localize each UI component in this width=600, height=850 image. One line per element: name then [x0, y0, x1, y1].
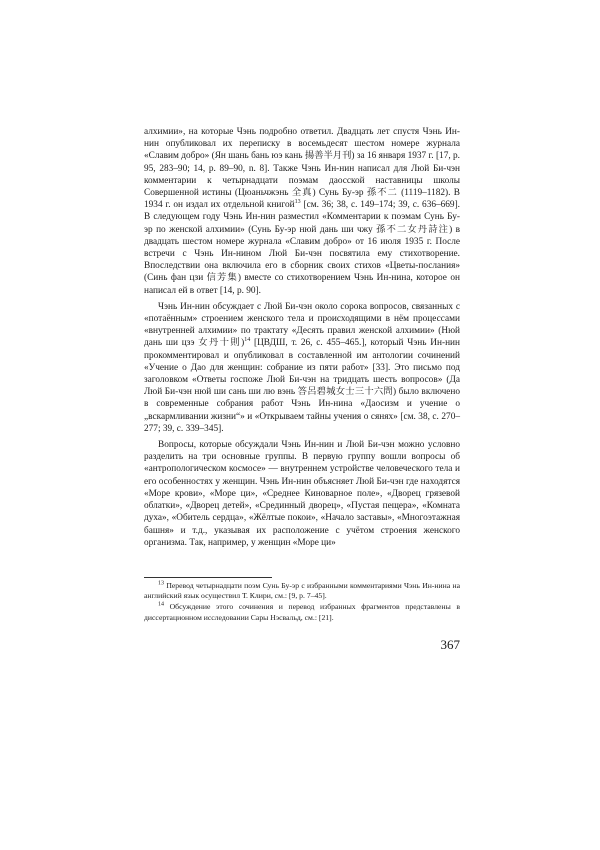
paragraph-3: Вопросы, которые обсуждали Чэнь Ин-нин и Люй Би-чэн можно условно разделить на три основные группы. В первую группу вошли вопросы об «антропологическом космосе» — внутреннем устройстве человеческого тела и его особенностях у женщин. Чэнь Ин-нин объясняет Люй Би-чэн где находятся «Море крови», «Море ци», «Среднее Киноварное поле», «Дворец грязевой облатки», «Дворец детей», «Срединный дворец», «Пустая пещера», «Комната духа», «Обитель сердца», «Жёлтые покои», «Начало заставы», «Многоэтажная башня» и т.д., указывая их расположение с учётом строения женского организма. Так, например, у женщин «Море ци»	[144, 440, 460, 548]
paragraph-2	[144, 301, 460, 435]
footnote-13-text: Перевод четырнадцати поэм Сунь Бу-эр с избранными комментариями Чэнь Ин-нина на английский язык осуществил Т. Клири, см.: [9, p. 7–45].	[144, 581, 460, 601]
footnote-ref-13: 13	[294, 199, 301, 206]
page-number: 367	[440, 637, 460, 652]
footnote-14-number: 14	[158, 601, 164, 608]
paragraph-1-start: алхимии», на которые Чэнь подробно ответил. Двадцать лет спустя Чэнь Ин-нин опубликовал их переписку в восемьдесят шестом номере журнала «Славим добро» (Ян шань бань юэ кань 揚善半月刊) за 16 января 1937 г. [17, p. 95, 283–90; 14, р. 89–90, n. 8]. Также Чэнь Ин-нин написал для Люй Би-чэн комментарии к четырнадцати поэмам даосской наставницы школы Совершенной истины (Цюаньчжэнь 全真) Сунь Бу-эр 孫不二 (1119–1182). В 1934 г. он издал их отдельной книгой	[144, 127, 460, 211]
footnotes	[144, 581, 460, 624]
main-text	[144, 126, 460, 553]
footnote-divider	[144, 577, 272, 578]
paragraph-1	[144, 126, 460, 297]
footnote-13-number: 13	[158, 580, 164, 587]
paragraph-2-start: Чэнь Ин-нин обсуждает с Люй Би-чэн около сорока вопросов, связанных с «потаённым» строением женского тела и происходящими в нём процессами «внутренней алхимии» по трактату «Десять правил женской алхимии» (Нюй дань ши цзэ 女丹十則)	[144, 301, 460, 349]
paragraph-1-cont: [см. 36; 38, с. 149–174; 39, с. 636–669]. В следующем году Чэнь Ин-нин разместил «Комментарии к поэмам Сунь Бу-эр по женской алхимии» (Сунь Бу-эр нюй дань ши чжу 孫不二女丹詩注) в двадцать шестом номере журнала «Славим добро» от 16 июля 1935 г. После встречи с Чэнь Ин-нином Люй Би-чэн посвятила ему стихотворение. Впоследствии она включила его в сборник своих стихов «Цветы-послания» (Синь фан цзи 信芳集) вместе со стихотворением Чэнь Ин-нина, которое он написал ей в ответ [14, р. 90].	[144, 200, 460, 296]
footnote-13	[144, 581, 460, 601]
footnote-14	[144, 602, 460, 622]
paragraph-2-cont: [ЦВДШ, т. 26, с. 455–465.], который Чэнь Ин-нин прокомментировал и опубликовал в составленной им антологии сочинений «Учение о Дао для женщин: собрание из пяти работ» [33]. Это письмо под заголовком «Ответы госпоже Люй Би-чэн на тридцать шесть вопросов» (Да Люй Би-чэн нюй ши сань ши лю вэнь 答呂碧城女士三十六問) было включено в современные собрания работ Чэнь Ин-нина «Даосизм и учение о „вскармливании жизни“» и «Открываем тайны учения о сянях» [см. 38, с. 270–277; 39, с. 339–345].	[144, 338, 460, 434]
footnote-ref-14: 14	[244, 337, 251, 344]
footnote-14-text: Обсуждение этого сочинения и перевод избранных фрагментов представлены в диссертационном исследовании Сары Нэсвальд, см.: [21].	[144, 602, 460, 622]
